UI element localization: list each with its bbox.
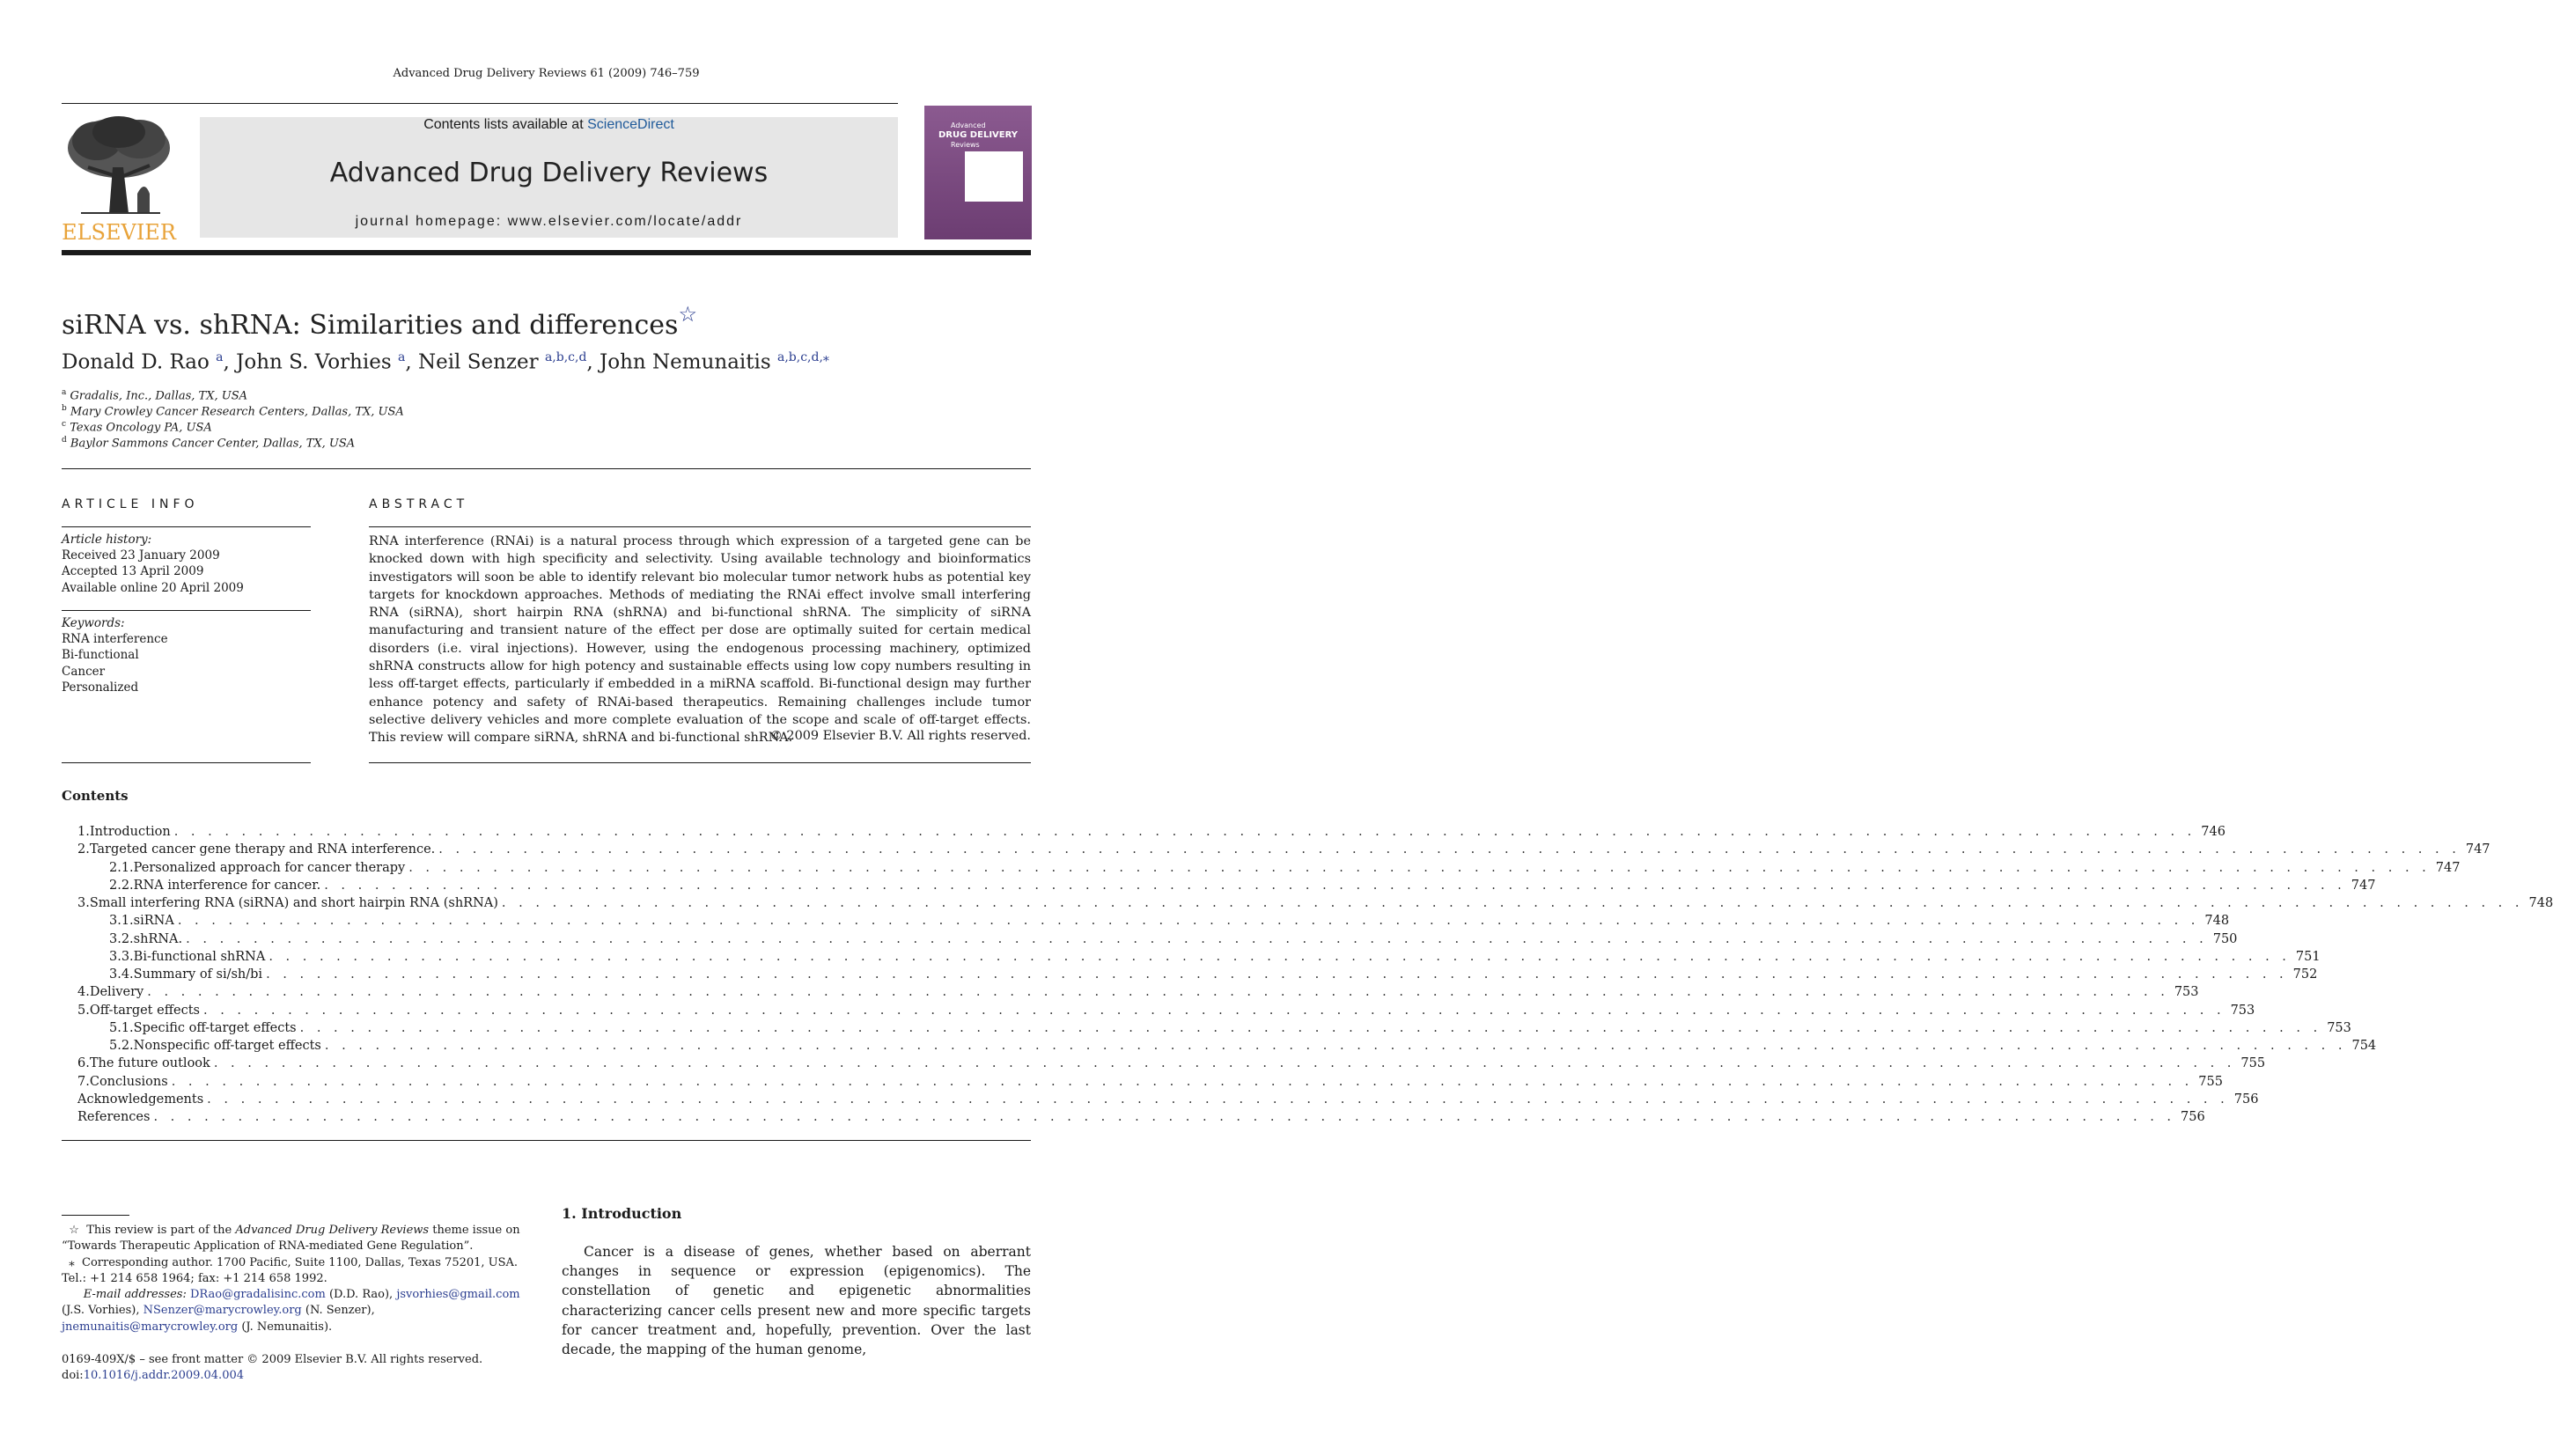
- toc-dot-leader: . . . . . . . . . . . . . . . . . . . . . . . . . . . . . . . . . . . . . . . . . . . . . . . . . . . . . . . . . . . . . . . . . . . . . . . . . . . . . . . . . . . . . . . . . . . . . . . . . . . . . . . . . . . . . . . . . . . . . . . .: [324, 879, 2346, 893]
- footnote-rule: [62, 1215, 129, 1216]
- toc-entry-page[interactable]: 753: [2230, 1004, 2255, 1018]
- toc-entry-title[interactable]: References: [77, 1110, 151, 1124]
- toc-entry-title[interactable]: Summary of si/sh/bi: [133, 967, 263, 982]
- toc-entry-page[interactable]: 755: [2198, 1075, 2223, 1089]
- toc-entry-page[interactable]: 750: [2212, 932, 2238, 946]
- toc-entry[interactable]: [77, 950, 2321, 967]
- toc-dot-leader: . . . . . . . . . . . . . . . . . . . . . . . . . . . . . . . . . . . . . . . . . . . . . . . . . . . . . . . . . . . . . . . . . . . . . . . . . . . . . . . . . . . . . . . . . . . . . . . . . . . . . . . . . . . . . . . . . . . . . . . .: [266, 967, 2288, 982]
- toc-entry[interactable]: [77, 842, 2490, 860]
- affiliation: [62, 436, 355, 450]
- contents-heading: Contents: [62, 788, 129, 804]
- toc-entry[interactable]: [77, 1056, 2266, 1074]
- toc-entry-number: 4.: [77, 985, 90, 999]
- toc-entry-number: 5.1.: [109, 1021, 134, 1035]
- footnote-star-post: theme issue on “Towards Therapeutic Application of RNA-mediated Gene Regulation”.: [62, 1224, 520, 1254]
- keywords-rule: [62, 610, 311, 611]
- toc-entry[interactable]: [77, 879, 2376, 896]
- toc-entry-page[interactable]: 753: [2327, 1021, 2351, 1035]
- journal-title: Advanced Drug Delivery Reviews: [329, 158, 769, 188]
- email-link[interactable]: NSenzer@marycrowley.org: [143, 1304, 302, 1318]
- article-info-rule: [62, 526, 311, 527]
- email-link[interactable]: jsvorhies@gmail.com: [396, 1288, 520, 1301]
- toc-dot-leader: . . . . . . . . . . . . . . . . . . . . . . . . . . . . . . . . . . . . . . . . . . . . . . . . . . . . . . . . . . . . . . . . . . . . . . . . . . . . . . . . . . . . . . . . . . . . . . . . . . . . . . . . . . . . . . . . . . . . . . . .: [501, 896, 2524, 910]
- title-star-mark[interactable]: ☆: [678, 302, 697, 327]
- toc-entry[interactable]: [77, 985, 2199, 1003]
- toc-entry-title[interactable]: Nonspecific off-target effects: [133, 1039, 321, 1053]
- email-owner: (D.D. Rao),: [328, 1288, 394, 1301]
- toc-entry-number: 3.3.: [109, 950, 134, 964]
- toc-entry[interactable]: [77, 1039, 2377, 1056]
- introduction-heading: 1. Introduction: [562, 1205, 682, 1222]
- affiliation-text: Gradalis, Inc., Dallas, TX, USA: [70, 389, 247, 403]
- author-name[interactable]: Donald D. Rao: [62, 350, 210, 374]
- header-thick-rule: [62, 250, 1031, 255]
- toc-entry-title[interactable]: Personalized approach for cancer therapy: [133, 861, 406, 875]
- toc-entry-number: 1.: [77, 825, 90, 839]
- article-info-bottom-rule: [62, 762, 311, 763]
- toc-entry-page[interactable]: 748: [2528, 896, 2553, 910]
- toc-entry-page[interactable]: 756: [2233, 1092, 2259, 1107]
- toc-entry-title[interactable]: Delivery: [89, 985, 144, 999]
- article-title: [62, 302, 697, 341]
- toc-entry[interactable]: [77, 896, 2553, 914]
- toc-entry-number: 2.: [77, 842, 90, 857]
- toc-entry-title[interactable]: Specific off-target effects: [133, 1021, 297, 1035]
- toc-entry[interactable]: [77, 1092, 2259, 1110]
- author-list: Donald D. Rao $^a$, John S. Vorhies $^a$, Neil Senzer $^{a,b,c,d}$, John Nemunaitis $^{a,b,c,d,⁎}$: [62, 350, 829, 374]
- toc-entry-page[interactable]: 754: [2351, 1039, 2377, 1053]
- keyword: Personalized: [62, 680, 139, 695]
- toc-entry[interactable]: [77, 932, 2238, 950]
- elsevier-wordmark: ELSEVIER: [62, 220, 176, 245]
- toc-dot-leader: . . . . . . . . . . . . . . . . . . . . . . . . . . . . . . . . . . . . . . . . . . . . . . . . . . . . . . . . . . . . . . . . . . . . . . . . . . . . . . . . . . . . . . . . . . . . . . . . . . . . . . . . . . . . . . . . . . . . . . . .: [408, 861, 2431, 875]
- toc-dot-leader: . . . . . . . . . . . . . . . . . . . . . . . . . . . . . . . . . . . . . . . . . . . . . . . . . . . . . . . . . . . . . . . . . . . . . . . . . . . . . . . . . . . . . . . . . . . . . . . . . . . . . . . . . . . . . . . . . . . . . . . .: [299, 1021, 2322, 1035]
- affiliation: [62, 388, 247, 402]
- affiliation-mark: d: [62, 436, 67, 445]
- toc-entry-page[interactable]: 756: [2181, 1110, 2205, 1124]
- contents-prefix: Contents lists available at: [423, 117, 584, 132]
- journal-cover-thumbnail: [924, 106, 1032, 239]
- footnote-journal: Advanced Drug Delivery Reviews: [235, 1224, 430, 1237]
- cover-image-box: [965, 151, 1023, 202]
- running-header: Advanced Drug Delivery Reviews 61 (2009) 746–759: [393, 67, 700, 80]
- article-title-text: siRNA vs. shRNA: Similarities and differences: [62, 310, 679, 341]
- affiliation: [62, 420, 212, 434]
- toc-entry-number: 3.1.: [109, 914, 134, 928]
- toc-entry-title[interactable]: Targeted cancer gene therapy and RNA interference.: [89, 842, 436, 857]
- toc-dot-leader: . . . . . . . . . . . . . . . . . . . . . . . . . . . . . . . . . . . . . . . . . . . . . . . . . . . . . . . . . . . . . . . . . . . . . . . . . . . . . . . . . . . . . . . . . . . . . . . . . . . . . . . . . . . . . . . . . . . . . . . .: [324, 1039, 2347, 1053]
- email-owner: (J. Nemunaitis).: [241, 1320, 333, 1334]
- toc-entry[interactable]: [77, 1075, 2223, 1092]
- email-link[interactable]: DRao@gradalisinc.com: [189, 1288, 326, 1301]
- toc-entry-number: 6.: [77, 1056, 90, 1070]
- toc-entry-title[interactable]: shRNA.: [133, 932, 183, 946]
- toc-entry-title[interactable]: RNA interference for cancer.: [133, 879, 321, 893]
- author-name[interactable]: John Nemunaitis: [600, 350, 771, 374]
- keywords-block: [62, 615, 311, 695]
- keyword: Cancer: [62, 664, 106, 679]
- toc-entry[interactable]: [77, 1110, 2205, 1128]
- toc-dot-leader: . . . . . . . . . . . . . . . . . . . . . . . . . . . . . . . . . . . . . . . . . . . . . . . . . . . . . . . . . . . . . . . . . . . . . . . . . . . . . . . . . . . . . . . . . . . . . . . . . . . . . . . . . . . . . . . . . . . . . . . .: [213, 1056, 2236, 1070]
- history-item: Received 23 January 2009: [62, 548, 220, 563]
- elsevier-logo: [62, 114, 176, 245]
- email-owner: (N. Senzer),: [305, 1304, 375, 1318]
- journal-homepage[interactable]: journal homepage: www.elsevier.com/locate/addr: [355, 214, 743, 229]
- toc-entry-title[interactable]: Introduction: [89, 825, 171, 839]
- keyword: RNA interference: [62, 632, 168, 647]
- affiliation-mark: b: [62, 404, 67, 413]
- toc-entry-page[interactable]: 752: [2292, 967, 2318, 982]
- article-info-heading: ARTICLE INFO: [62, 497, 199, 511]
- toc-entry-title[interactable]: siRNA: [133, 914, 174, 928]
- doi-link[interactable]: 10.1016/j.addr.2009.04.004: [83, 1369, 245, 1382]
- keywords-label: Keywords:: [62, 616, 125, 630]
- toc-entry[interactable]: [77, 914, 2230, 931]
- cover-line-1: Advanced: [951, 121, 986, 129]
- doi-label: doi:: [62, 1369, 84, 1382]
- toc-dot-leader: . . . . . . . . . . . . . . . . . . . . . . . . . . . . . . . . . . . . . . . . . . . . . . . . . . . . . . . . . . . . . . . . . . . . . . . . . . . . . . . . . . . . . . . . . . . . . . . . . . . . . . . . . . . . . . . . . . . . . . . .: [173, 825, 2196, 839]
- toc-entry-number: 3.4.: [109, 967, 134, 982]
- author-name[interactable]: John S. Vorhies: [236, 350, 392, 374]
- toc-entry-number: 3.2.: [109, 932, 134, 946]
- introduction-text: Cancer is a disease of genes, whether based on aberrant changes in sequence or expression (epigenomics). The constellation of genetic and epigenetic abnormalities characterizing cancer cells present new and more specific targets for cancer treatment and, hopefully, prevention. Over the last decade, the mapping of the human genome,: [562, 1244, 1031, 1358]
- article-history: [62, 532, 311, 596]
- journal-banner: [200, 117, 898, 238]
- toc-dot-leader: . . . . . . . . . . . . . . . . . . . . . . . . . . . . . . . . . . . . . . . . . . . . . . . . . . . . . . . . . . . . . . . . . . . . . . . . . . . . . . . . . . . . . . . . . . . . . . . . . . . . . . . . . . . . . . . . . . . . . . . .: [207, 1092, 2229, 1107]
- footnote-star-mark: ☆: [69, 1224, 79, 1237]
- history-label: Article history:: [62, 533, 152, 547]
- abstract-text: RNA interference (RNAi) is a natural process through which expression of a targeted gene can be knocked down with high specificity and selectivity. Using available technology and bioinformatics investigators will soon be able to identify relevant bio molecular tumor network hubs as potential key targets for knockdown approaches. Methods of mediating the RNAi effect involve small interfering RNA (siRNA), short hairpin RNA (shRNA) and bi-functional shRNA. The simplicity of siRNA manufacturing and transient nature of the effect per dose are optimally suited for certain medical disorders (i.e. viral injections). However, using the endogenous processing machinery, optimized shRNA constructs allow for high potency and sustainable effects using low copy numbers resulting in less off-target effects, particularly if embedded in a miRNA scaffold. Bi-functional design may further enhance potency and safety of RNAi-based therapeutics. Remaining challenges include tumor selective delivery vehicles and more complete evaluation of the scope and scale of off-target effects. This review will compare siRNA, shRNA and bi-functional shRNA.: [369, 534, 1031, 746]
- toc-entry-title[interactable]: The future outlook: [89, 1056, 210, 1070]
- abstract-rule: [369, 526, 1031, 527]
- footnote-star: [62, 1223, 533, 1255]
- toc-entry[interactable]: [77, 1021, 2351, 1039]
- affiliation: [62, 404, 404, 418]
- affiliation-mark: c: [62, 420, 67, 429]
- abstract-heading: ABSTRACT: [369, 497, 469, 511]
- toc-entry-page[interactable]: 755: [2240, 1056, 2266, 1070]
- toc-entry-page[interactable]: 747: [2351, 879, 2376, 893]
- author-name[interactable]: Neil Senzer: [417, 350, 539, 374]
- author-affil-mark[interactable]: a: [216, 350, 224, 364]
- cover-line-2: DRUG DELIVERY: [938, 130, 1018, 140]
- toc-dot-leader: . . . . . . . . . . . . . . . . . . . . . . . . . . . . . . . . . . . . . . . . . . . . . . . . . . . . . . . . . . . . . . . . . . . . . . . . . . . . . . . . . . . . . . . . . . . . . . . . . . . . . . . . . . . . . . . . . . . . . . . .: [438, 842, 2461, 857]
- toc-entry[interactable]: [77, 861, 2461, 879]
- toc-entry-number: 5.2.: [109, 1039, 134, 1053]
- cover-line-3: Reviews: [951, 141, 980, 149]
- toc-entry-title[interactable]: Small interfering RNA (siRNA) and short hairpin RNA (shRNA): [89, 896, 498, 910]
- toc-entry-page[interactable]: 748: [2204, 914, 2230, 928]
- toc-dot-leader: . . . . . . . . . . . . . . . . . . . . . . . . . . . . . . . . . . . . . . . . . . . . . . . . . . . . . . . . . . . . . . . . . . . . . . . . . . . . . . . . . . . . . . . . . . . . . . . . . . . . . . . . . . . . . . . . . . . . . . . .: [269, 950, 2291, 964]
- toc-entry[interactable]: [77, 1004, 2255, 1021]
- corresponding-text: Corresponding author. 1700 Pacific, Suite 1100, Dallas, Texas 75201, USA. Tel.: +1 214 658 1964; fax: +1 214 658 1992.: [62, 1256, 519, 1286]
- footnote-star-pre: This review is part of the: [86, 1224, 232, 1237]
- author-affil-mark[interactable]: a: [397, 350, 406, 364]
- toc-dot-leader: . . . . . . . . . . . . . . . . . . . . . . . . . . . . . . . . . . . . . . . . . . . . . . . . . . . . . . . . . . . . . . . . . . . . . . . . . . . . . . . . . . . . . . . . . . . . . . . . . . . . . . . . . . . . . . . . . . . . . . . .: [202, 1004, 2226, 1018]
- author-affil-mark[interactable]: a,b,c,d,⁎: [777, 350, 829, 364]
- toc-entry-page[interactable]: 747: [2465, 842, 2490, 857]
- toc-entry-page[interactable]: 746: [2201, 825, 2226, 839]
- header-top-rule: [62, 103, 898, 104]
- email-label: E-mail addresses:: [83, 1288, 187, 1301]
- toc-entry-title[interactable]: Off-target effects: [89, 1004, 200, 1018]
- toc-entry-title[interactable]: Bi-functional shRNA: [133, 950, 266, 964]
- abstract-bottom-rule: [369, 762, 1031, 763]
- doi-line: [62, 1368, 533, 1384]
- toc-entry-number: 5.: [77, 1004, 90, 1018]
- footnote-corresponding: ⁎ Corresponding author. 1700 Pacific, Suite 1100, Dallas, Texas 75201, USA. Tel.: +1 214 658 1964; fax: +1 214 658 1992.: [62, 1256, 519, 1286]
- affiliation-text: Texas Oncology PA, USA: [70, 421, 212, 435]
- email-link[interactable]: jnemunaitis@marycrowley.org: [62, 1320, 239, 1334]
- toc-entry-page[interactable]: 753: [2174, 985, 2199, 999]
- toc-entry-number: 2.1.: [109, 861, 134, 875]
- toc-entry-page[interactable]: 751: [2295, 950, 2321, 964]
- keyword: Bi-functional: [62, 648, 139, 663]
- footnote-emails: [62, 1287, 533, 1335]
- section-rule: [62, 468, 1031, 469]
- toc-entry-number: 7.: [77, 1075, 90, 1089]
- toc-dot-leader: . . . . . . . . . . . . . . . . . . . . . . . . . . . . . . . . . . . . . . . . . . . . . . . . . . . . . . . . . . . . . . . . . . . . . . . . . . . . . . . . . . . . . . . . . . . . . . . . . . . . . . . . . . . . . . . . . . . . . . . .: [171, 1075, 2194, 1089]
- history-item: Available online 20 April 2009: [62, 580, 244, 595]
- toc-entry-page[interactable]: 747: [2435, 861, 2461, 875]
- toc-dot-leader: . . . . . . . . . . . . . . . . . . . . . . . . . . . . . . . . . . . . . . . . . . . . . . . . . . . . . . . . . . . . . . . . . . . . . . . . . . . . . . . . . . . . . . . . . . . . . . . . . . . . . . . . . . . . . . . . . . . . . . . .: [186, 932, 2208, 946]
- toc-dot-leader: . . . . . . . . . . . . . . . . . . . . . . . . . . . . . . . . . . . . . . . . . . . . . . . . . . . . . . . . . . . . . . . . . . . . . . . . . . . . . . . . . . . . . . . . . . . . . . . . . . . . . . . . . . . . . . . . . . . . . . . .: [177, 914, 2200, 928]
- toc-dot-leader: . . . . . . . . . . . . . . . . . . . . . . . . . . . . . . . . . . . . . . . . . . . . . . . . . . . . . . . . . . . . . . . . . . . . . . . . . . . . . . . . . . . . . . . . . . . . . . . . . . . . . . . . . . . . . . . . . . . . . . . .: [147, 985, 2169, 999]
- contents-available-line: [200, 117, 898, 133]
- tree-icon: [62, 114, 176, 220]
- toc-entry[interactable]: [77, 967, 2318, 985]
- affiliation-mark: a: [62, 388, 67, 397]
- toc-entry[interactable]: [77, 825, 2226, 842]
- affiliation-text: Baylor Sammons Cancer Center, Dallas, TX, USA: [70, 437, 356, 451]
- toc-entry-number: 2.2.: [109, 879, 134, 893]
- contents-bottom-rule: [62, 1140, 1031, 1141]
- toc-entry-number: 3.: [77, 896, 90, 910]
- email-owner: (J.S. Vorhies),: [62, 1304, 140, 1318]
- abstract-copyright: © 2009 Elsevier B.V. All rights reserved.: [769, 729, 1031, 743]
- affiliation-text: Mary Crowley Cancer Research Centers, Dallas, TX, USA: [70, 405, 404, 419]
- front-matter-issn: 0169-409X/$ – see front matter © 2009 Elsevier B.V. All rights reserved.: [62, 1353, 483, 1366]
- toc-entry-title[interactable]: Acknowledgements: [77, 1092, 204, 1107]
- toc-entry-title[interactable]: Conclusions: [89, 1075, 168, 1089]
- sciencedirect-link[interactable]: ScienceDirect: [587, 117, 674, 132]
- history-item: Accepted 13 April 2009: [62, 564, 204, 579]
- author-affil-mark[interactable]: a,b,c,d: [544, 350, 587, 364]
- toc-dot-leader: . . . . . . . . . . . . . . . . . . . . . . . . . . . . . . . . . . . . . . . . . . . . . . . . . . . . . . . . . . . . . . . . . . . . . . . . . . . . . . . . . . . . . . . . . . . . . . . . . . . . . . . . . . . . . . . . . . . . . . . .: [153, 1110, 2176, 1124]
